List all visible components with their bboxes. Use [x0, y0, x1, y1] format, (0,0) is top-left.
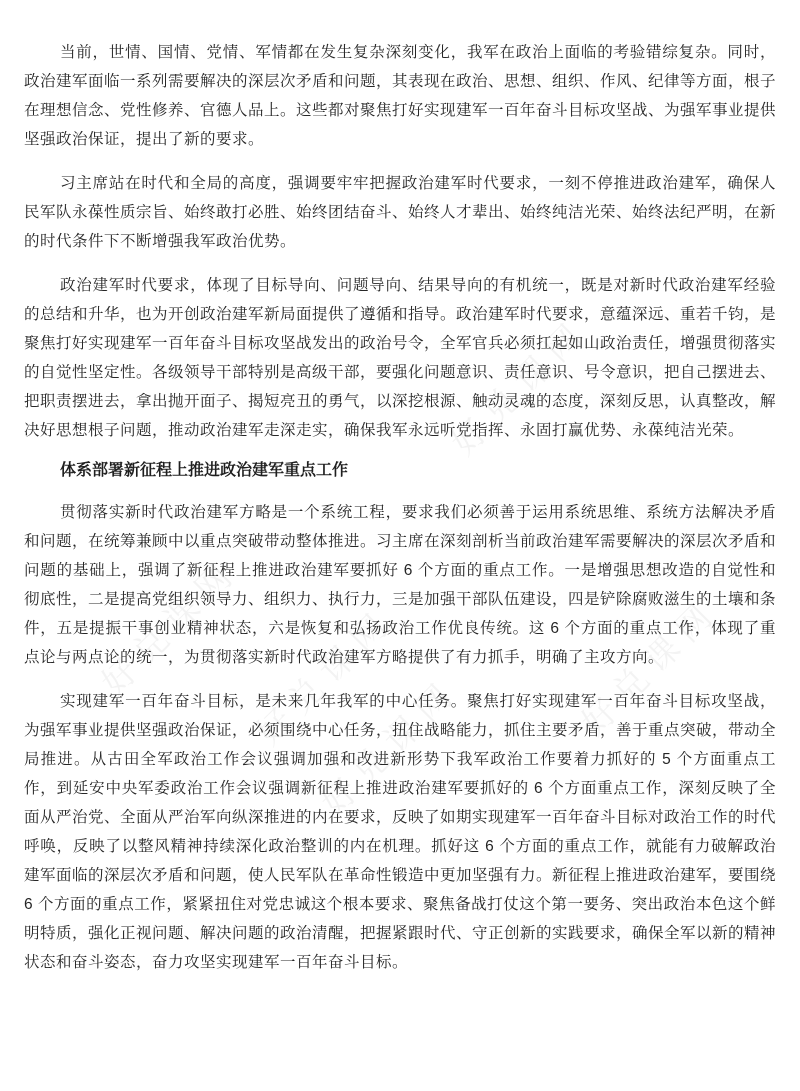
paragraph-era-requirements: 政治建军时代要求，体现了目标导向、问题导向、结果导向的有机统一，既是对新时代政治建军经验的总结和升华，也为开创政治建军新局面提供了遵循和指导。政治建军时代要求，意蕴深远、重若千钧，是聚焦打好实现建军一百年奋斗目标攻坚战发出的政治号令，全军官兵必须扛起如山政治责任，增强贯彻落实的自觉性坚定性。各级领导干部特别是高级干部，要强化问题意识、责任意识、号令意识，把自己摆进去、把职责摆进去，拿出抛开面子、揭短亮丑的勇气，以深挖根源、触动灵魂的态度，深刻反思，认真整改，解决好思想根子问题，推动政治建军走深走实，确保我军永远听党指挥、永固打赢优势、永葆纯洁光荣。 [24, 277, 777, 439]
document-content [24, 38, 776, 977]
paragraph-current-situation: 当前，世情、国情、党情、军情都在发生复杂深刻变化，我军在政治上面临的考验错综复杂。同时，政治建军面临一系列需要解决的深层次矛盾和问题，其表现在政治、思想、组织、作风、纪律等方面，根子在理想信念、党性修养、官德人品上。这些都对聚焦打好实现建军一百年奋斗目标攻坚战、为强军事业提供坚强政治保证，提出了新的要求。 [24, 44, 777, 148]
section-heading-key-tasks: 体系部署新征程上推进政治建军重点工作 [60, 462, 349, 479]
paragraph-centenary-goal: 实现建军一百年奋斗目标，是未来几年我军的中心任务。聚焦打好实现建军一百年奋斗目标攻坚战，为强军事业提供坚强政治保证，必须围绕中心任务，扭住战略能力，抓住主要矛盾，善于重点突破，带动全局推进。从古田全军政治工作会议强调加强和改进新形势下我军政治工作要着力抓好的 5 个方面重点工作，到延安中央军委政治工作会议强调新征程上推进政治建军要抓好的 6 个方面重点工作，深刻反映了全面从严治党、全面从严治军向纵深推进的内在要求，反映了如期实现建军一百年奋斗目标对政治工作的时代呼唤，反映了以整风精神持续深化政治整训的内在机理。抓好这 6 个方面的重点工作，就能有力破解政治建军面临的深层次矛盾和问题，使人民军队在革命性锻造中更加坚强有力。新征程上推进政治建军，要围绕 6 个方面的重点工作，紧紧扭住对党忠诚这个根本要求、聚焦备战打仗这个第一要务、突出政治本色这个鲜明特质，强化正视问题、解决问题的政治清醒，把握紧跟时代、守正创新的实践要求，确保全军以新的精神状态和奋斗姿态，奋力攻坚实现建军一百年奋斗目标。 [24, 693, 777, 971]
paragraph-six-key-tasks: 贯彻落实新时代政治建军方略是一个系统工程，要求我们必须善于运用系统思维、系统方法解决矛盾和问题，在统筹兼顾中以重点突破带动整体推进。习主席在深刻剖析当前政治建军需要解决的深层次矛盾和问题的基础上，强调了新征程上推进政治建军要抓好 6 个方面的重点工作。一是增强思想改造的自觉性和彻底性，二是提高党组织领导力、组织力、执行力，三是加强干部队伍建设，四是铲除腐败滋生的土壤和条件，五是提振干事创业精神状态，六是恢复和弘扬政治工作优良传统。这 6 个方面的重点工作，体现了重点论与两点论的统一，为贯彻落实新时代政治建军方略提供了有力抓手，明确了主攻方向。 [24, 504, 777, 666]
paragraph-chairman-requirements: 习主席站在时代和全局的高度，强调要牢牢把握政治建军时代要求，一刻不停推进政治建军，确保人民军队永葆性质宗旨、始终敢打必胜、始终团结奋斗、始终人才辈出、始终纯洁光荣、始终法纪严明，在新的时代条件下不断增强我军政治优势。 [24, 175, 777, 250]
